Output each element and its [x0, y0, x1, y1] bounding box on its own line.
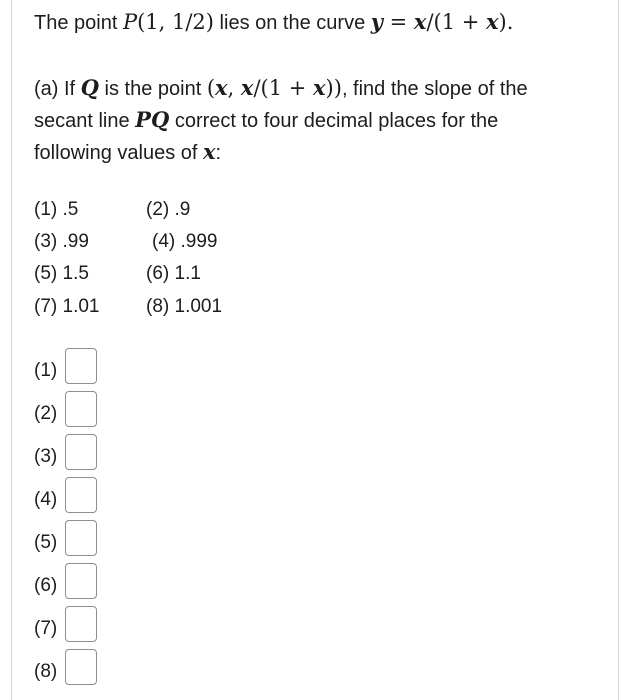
value-7: (7) 1.01	[34, 296, 100, 317]
answer-label-3: (3)	[34, 446, 58, 467]
value-5: (5) 1.5	[34, 263, 89, 284]
answer-input-2[interactable]	[65, 391, 97, 427]
value-4: (4) .999	[152, 231, 218, 252]
answer-label-1: (1)	[34, 360, 58, 381]
math-pq: PQ	[135, 107, 170, 132]
math-curve-equation: y = x/(1 + x).	[370, 9, 514, 34]
value-6: (6) 1.1	[146, 263, 201, 284]
part-a-line-1: (a) If Q is the point (x, x/(1 + x)), find the slope of the	[34, 75, 528, 100]
part-a-line-3: following values of x:	[34, 139, 222, 164]
part-a-line-2: secant line PQ correct to four decimal places for the	[34, 107, 499, 132]
value-3: (3) .99	[34, 231, 89, 252]
answer-label-7: (7)	[34, 618, 58, 639]
math-point-q: (x, x/(1 + x))	[206, 75, 342, 100]
answer-input-3[interactable]	[65, 434, 97, 470]
value-8: (8) 1.001	[146, 296, 223, 317]
answer-input-7[interactable]	[65, 606, 97, 642]
answer-input-6[interactable]	[65, 563, 97, 599]
value-1: (1) .5	[34, 199, 79, 220]
math-point-p: P(1, 1/2)	[122, 10, 214, 34]
answer-input-1[interactable]	[65, 348, 97, 384]
statement-text: lies on the curve	[214, 12, 371, 34]
answer-label-6: (6)	[34, 575, 58, 596]
answer-label-8: (8)	[34, 661, 58, 682]
answer-label-5: (5)	[34, 532, 58, 553]
math-q: Q	[80, 75, 99, 100]
math-x: x	[202, 139, 216, 164]
value-2: (2) .9	[146, 199, 191, 220]
problem-statement	[34, 6, 513, 39]
answer-input-8[interactable]	[65, 649, 97, 685]
statement-text: The point	[34, 12, 123, 34]
answer-input-5[interactable]	[65, 520, 97, 556]
question-card	[11, 0, 619, 700]
answer-label-2: (2)	[34, 403, 58, 424]
answer-input-4[interactable]	[65, 477, 97, 513]
answer-label-4: (4)	[34, 489, 58, 510]
